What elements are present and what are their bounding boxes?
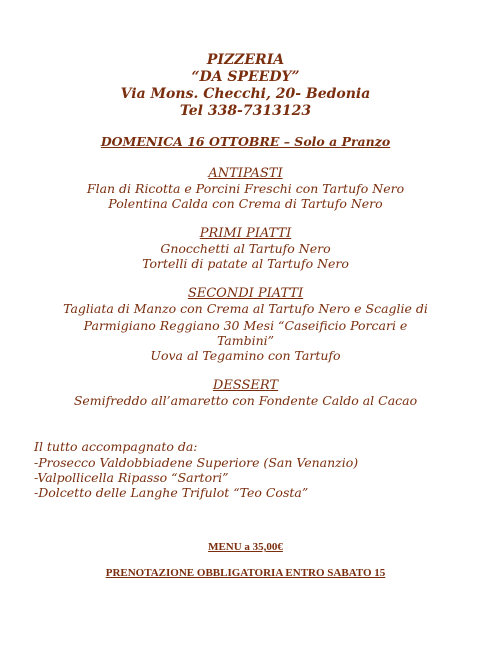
primi-item: Tortelli di patate al Tartufo Nero	[142, 256, 349, 271]
restaurant-phone: Tel 338-7313123	[179, 103, 312, 119]
restaurant-address: Via Mons. Checchi, 20- Bedonia	[120, 86, 371, 102]
booking-note: PRENOTAZIONE OBBLIGATORIA ENTRO SABATO 15	[105, 567, 386, 579]
event-date: DOMENICA 16 OTTOBRE – Solo a Pranzo	[100, 134, 391, 149]
secondi-heading: SECONDI PIATTI	[187, 286, 304, 301]
dessert-heading: DESSERT	[212, 378, 279, 393]
wines-intro: Il tutto accompagnato da:	[34, 439, 198, 454]
restaurant-subname: “DA SPEEDY”	[191, 69, 300, 85]
antipasti-item: Flan di Ricotta e Porcini Freschi con Tartufo Nero	[86, 181, 405, 196]
primi-heading: PRIMI PIATTI	[199, 226, 292, 241]
menu-price: MENU a 35,00€	[208, 541, 283, 553]
dessert-item: Semifreddo all’amaretto con Fondente Caldo al Cacao	[73, 393, 418, 408]
wine-item: -Dolcetto delle Langhe Trifulot “Teo Costa”	[34, 485, 309, 500]
secondi-line: Tagliata di Manzo con Crema al Tartufo Nero e Scaglie di	[63, 301, 428, 316]
restaurant-header	[0, 52, 491, 120]
primi-item: Gnocchetti al Tartufo Nero	[160, 241, 331, 256]
wine-item: -Valpollicella Ripasso “Sartori”	[34, 470, 229, 485]
wine-item: -Prosecco Valdobbiadene Superiore (San Venanzio)	[34, 455, 359, 470]
antipasti-item: Polentina Calda con Crema di Tartufo Nero	[108, 196, 383, 211]
secondi-line: Parmigiano Reggiano 30 Mesi “Caseificio Porcari e	[83, 318, 408, 333]
secondi-line: Uova al Tegamino con Tartufo	[150, 348, 341, 363]
restaurant-name: PIZZERIA	[206, 52, 285, 68]
antipasti-heading: ANTIPASTI	[208, 166, 283, 181]
secondi-line: Tambini”	[216, 333, 275, 348]
